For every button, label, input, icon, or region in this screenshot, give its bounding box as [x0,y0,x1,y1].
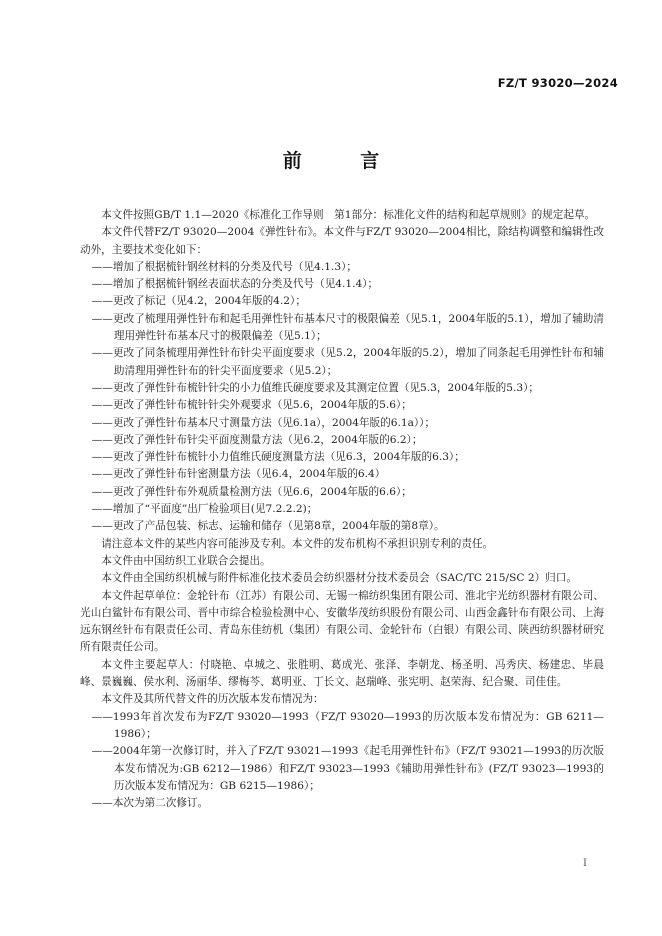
paragraph-drafters: 本文件主要起草人：付晓艳、卓城之、张胜明、葛成光、张泽、李朝龙、杨圣明、冯秀庆、杨建忠、毕晨峰、景巍巍、侯水利、汤丽华、缪梅芩、葛明亚、丁长文、赵瑞峰、张宪明、赵荣海、纪合聚、司佳佳。 [80,658,604,689]
page-title: 前 言 [282,150,406,172]
document-code: FZ/T 93020—2024 [497,76,618,90]
paragraph-proposer: 本文件由中国纺织工业联合会提出。 [101,554,271,567]
change-item: ——更改了弹性针布外观质量检测方法（见6.6，2004年版的6.6）； [91,485,412,498]
history-item: ——2004年第一次修订时，并入了FZ/T 93021—1993《起毛用弹性针布》（FZ/T 93021—1993的历次版本发布情况为:GB 6212—1986）和FZ/T 93023—1993《辅助用弹性针布》(FZ/T 93023—1993的历次版本发布情况为：GB 6215—1986）； [91,745,604,792]
paragraph-replaces: 本文件代替FZ/T 93020—2004《弹性针布》。本文件与FZ/T 93020—2004相比，除结构调整和编辑性改动外，主要技术变化如下： [80,226,604,256]
paragraph-drafting-rules: 本文件按照GB/T 1.1—2020《标准化工作导则 第1部分：标准化文件的结构和起草规则》的规定起草。 [101,209,596,221]
paragraph-committee: 本文件由全国纺织机械与附件标准化技术委员会纺织器材分技术委员会（SAC/TC 215/SC 2）归口。 [101,572,577,585]
change-item: ——增加了根据梳针钢丝材料的分类及代号（见4.1.3）； [91,260,357,273]
change-item: ——更改了弹性针布基本尺寸测量方法（见6.1a），2004年版的6.1a））； [91,416,436,429]
history-item: ——本次为第二次修订。 [91,797,209,810]
foreword-body [80,207,604,812]
change-item: ——更改了同条梳理用弹性针布针尖平面度要求（见5.2，2004年版的5.2），增加了同条起毛用弹性针布和辅助清理用弹性针布的针尖平面度要求（见5.2）； [91,347,604,377]
page-number: I [583,858,587,869]
paragraph-patent-notice: 请注意本文件的某些内容可能涉及专利。本文件的发布机构不承担识别专利的责任。 [101,537,494,550]
change-item: ——增加了“平面度”出厂检验项目(见7.2.2.2)； [91,503,318,516]
history-item: ——1993年首次发布为FZ/T 93020—1993（FZ/T 93020—1993的历次版本发布情况为：GB 6211—1986）； [91,710,604,740]
change-item: ——更改了弹性针布梳针针尖的小力值维氏硬度要求及其测定位置（见5.3，2004年版的5.3）； [91,381,539,394]
change-item: ——更改了弹性针布针密测量方法（见6.4，2004年版的6.4） [91,468,386,481]
change-item: ——更改了标记（见4.2，2004年版的4.2）； [91,295,306,308]
change-item: ——更改了产品包装、标志、运输和储存（见第8章，2004年版的第8章）。 [91,520,445,533]
change-item: ——更改了弹性针布梳针针尖外观要求（见5.6，2004年版的5.6）； [91,399,412,412]
paragraph-history: 本文件及其所代替文件的历次版本发布情况为： [101,693,324,706]
change-item: ——更改了弹性针布梳针小力值维氏硬度测量方法（见6.3，2004年版的6.3）； [91,451,465,464]
change-item: ——更改了弹性针布针尖平面度测量方法（见6.2，2004年版的6.2）； [91,433,423,446]
change-item: ——增加了根据梳针钢丝表面状态的分类及代号（见4.1.4）； [91,278,379,291]
paragraph-drafting-units: 本文件起草单位：金轮针布（江苏）有限公司、无锡一棉纺织集团有限公司、淮北宇光纺织器材有限公司、光山白鲨针布有限公司、晋中市综合检验检测中心、安徽华茂纺织股份有限公司、山西金鑫针布有限公司、上海远东钢丝针布有限责任公司、青岛东佳纺机（集团）有限公司、金轮针布（白银）有限公司、陕西纺织器材研究所有限责任公司。 [80,589,604,654]
change-item: ——更改了梳理用弹性针布和起毛用弹性针布基本尺寸的极限偏差（见5.1，2004年版的5.1），增加了辅助清理用弹性针布基本尺寸的极限偏差（见5.1）； [91,312,604,343]
